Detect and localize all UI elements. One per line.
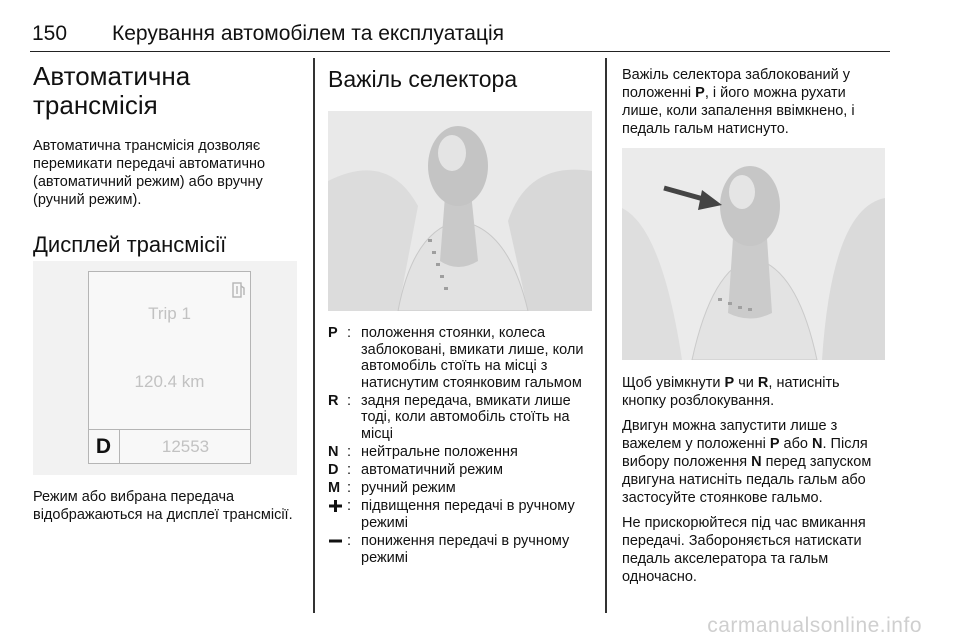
legend-text: підвищення передачі в ручному режимі: [361, 498, 575, 532]
column-1: [33, 58, 295, 523]
column-2: [328, 58, 593, 566]
warning-paragraph: Не прискорюйтеся під час вмикання передачі. Забороняється натискати педаль акселератора та гальм одночасно.: [622, 515, 866, 585]
gear-positions-legend: [328, 325, 593, 568]
legend-separator: :: [347, 480, 352, 497]
odometer: 12553: [161, 437, 210, 456]
lock-paragraph: Важіль селектора заблокований у положенні P, і його можна рухати лише, коли запалення ввімкнено, і педаль гальм натиснуто.: [622, 67, 855, 137]
display-caption: Режим або вибрана передача відображаються на дисплеї трансмісії.: [33, 489, 293, 523]
legend-separator: :: [347, 325, 352, 341]
minus-icon: [328, 533, 343, 549]
legend-text: положення стоянки, колеса заблоковані, вмикати лише, коли автомобіль стоїть на місці з натиснутим стоянковим гальмом: [361, 325, 584, 391]
legend-key: N: [328, 444, 339, 461]
page-number: 150: [32, 22, 68, 45]
column-divider: [605, 58, 607, 613]
fuel-pump-icon: [232, 280, 246, 298]
section-heading: Важіль селектора: [328, 66, 518, 92]
gear-lever-drawing: [328, 111, 592, 311]
unlock-button-illustration: [622, 148, 885, 360]
section-heading: Автоматична трансмісія: [33, 61, 191, 120]
trip-distance: 120.4 km: [134, 372, 205, 391]
instructions-block: [622, 374, 887, 586]
unlock-paragraph: Щоб увімкнути P чи R, натисніть кнопку розблокування.: [622, 375, 840, 409]
trip-label: Trip 1: [148, 304, 191, 323]
intro-paragraph: Автоматична трансмісія дозволяє перемикати передачі автоматично (автоматичний режим) або вручну (ручний режим).: [33, 138, 266, 208]
legend-key: D: [328, 462, 339, 479]
watermark: carmanualsonline.info: [707, 614, 922, 637]
legend-item: [328, 444, 593, 461]
legend-item: [328, 393, 593, 443]
legend-separator: :: [347, 533, 352, 550]
legend-text: ручний режим: [361, 480, 456, 497]
legend-item: [328, 462, 593, 479]
column-divider: [313, 58, 315, 613]
legend-key: R: [328, 392, 339, 409]
legend-text: задня передача, вмикати лише тоді, коли автомобіль стоїть на місці: [361, 392, 571, 443]
gear-selector-illustration: [328, 111, 592, 311]
legend-text: автоматичний режим: [361, 462, 503, 479]
gear-indicator: D: [88, 430, 120, 464]
legend-key: M: [328, 480, 341, 497]
legend-text: пониження передачі в ручному режимі: [361, 533, 570, 566]
legend-text: нейтральне положення: [361, 444, 518, 461]
legend-separator: :: [347, 444, 352, 461]
legend-separator: :: [347, 392, 352, 409]
display-bottom-row: [88, 429, 251, 464]
legend-item: [328, 325, 593, 391]
legend-item: [328, 533, 593, 566]
legend-item: [328, 480, 593, 497]
legend-separator: :: [347, 462, 352, 479]
legend-separator: :: [347, 498, 352, 515]
legend-item: [328, 498, 593, 531]
plus-icon: [328, 498, 343, 514]
transmission-display-illustration: [33, 261, 297, 475]
chapter-title: Керування автомобілем та експлуатація: [112, 22, 505, 45]
column-3: [622, 58, 887, 585]
engine-start-paragraph: Двигун можна запустити лише з важелем у положенні P або N. Після вибору положення N перед запуском двигуна натисніть педаль гальм або застосуйте стоянкове гальмо.: [622, 418, 872, 506]
page-header: [30, 18, 890, 52]
legend-key: P: [328, 325, 338, 341]
gear-lever-with-arrow-drawing: [622, 148, 885, 360]
subsection-heading: Дисплей трансмісії: [33, 232, 227, 257]
instrument-display: [88, 271, 251, 464]
